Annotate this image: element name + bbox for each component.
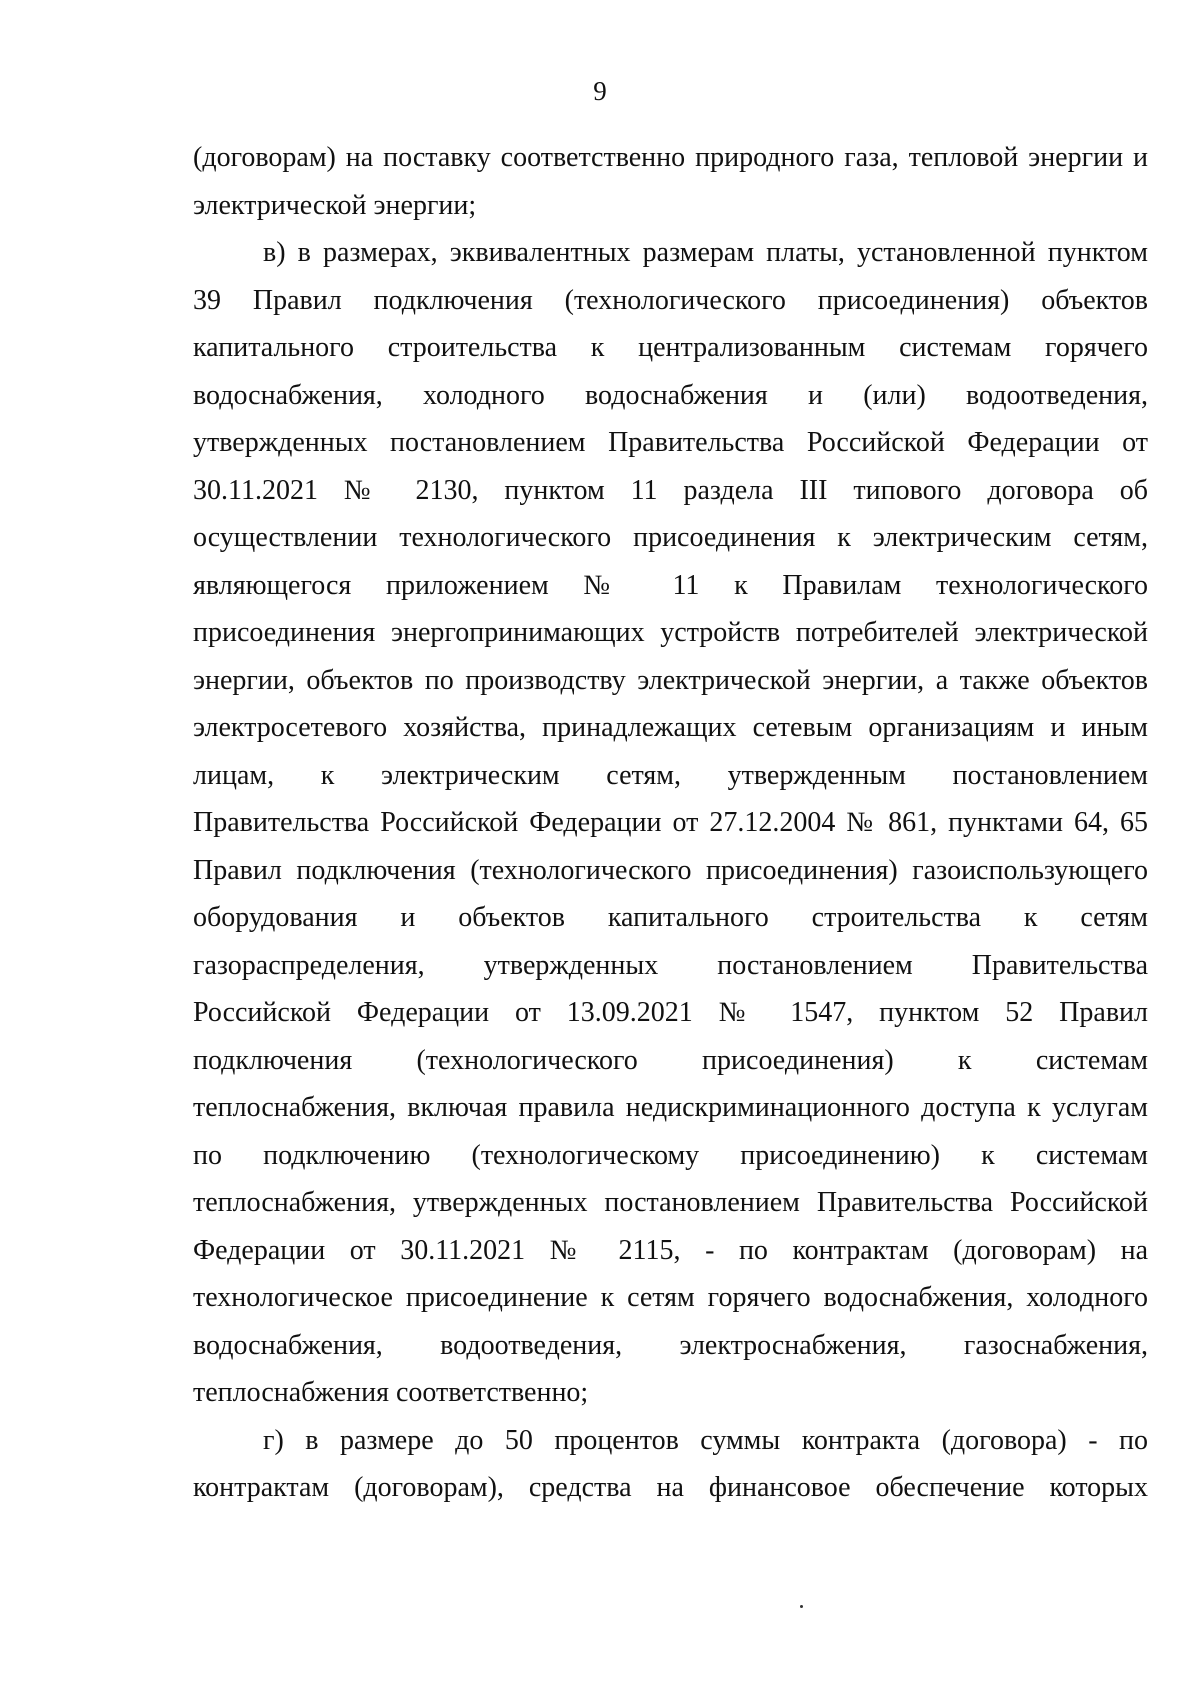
text-line: 39 Правил подключения (технологического присоединения) объектов: [193, 284, 1148, 316]
text-line: водоснабжения, холодного водоснабжения и (или) водоотведения,: [193, 379, 1148, 411]
text-line: Российской Федерации от 13.09.2021 № 1547, пунктом 52 Правил: [193, 997, 1148, 1028]
paragraph-item-v: [193, 229, 1148, 1417]
text-line: Федерации от 30.11.2021 № 2115, - по контрактам (договорам) на: [193, 1234, 1148, 1266]
page-number: 9: [593, 76, 607, 106]
paragraph-continuation: [193, 134, 1148, 229]
text-line: оборудования и объектов капитального строительства к сетям: [193, 902, 1148, 933]
text-line: газораспределения, утвержденных постановлением Правительства: [193, 949, 1148, 981]
document-body: [193, 134, 1148, 1512]
text-line: в) в размерах, эквивалентных размерам платы, установленной пунктом: [263, 237, 1148, 268]
text-line: Правил подключения (технологического присоединения) газоиспользующего: [193, 854, 1148, 886]
text-line: водоснабжения, водоотведения, электроснабжения, газоснабжения,: [193, 1329, 1148, 1361]
text-line: технологическое присоединение к сетям горячего водоснабжения, холодного: [193, 1282, 1148, 1313]
text-line: лицам, к электрическим сетям, утвержденным постановлением: [193, 759, 1148, 791]
scan-speck: [800, 1605, 803, 1608]
text-line: энергии, объектов по производству электрической энергии, а также объектов: [193, 664, 1148, 696]
text-line: контрактам (договорам), средства на финансовое обеспечение которых: [193, 1472, 1148, 1503]
text-line: г) в размере до 50 процентов суммы контракта (договора) - по: [263, 1424, 1148, 1456]
text-line: электрической энергии;: [193, 189, 477, 221]
text-line: электросетевого хозяйства, принадлежащих сетевым организациям и иным: [193, 712, 1148, 743]
text-line: утвержденных постановлением Правительства Российской Федерации от: [193, 427, 1148, 458]
text-line: теплоснабжения соответственно;: [193, 1377, 589, 1408]
text-line: теплоснабжения, включая правила недискриминационного доступа к услугам: [193, 1092, 1148, 1123]
text-line: капитального строительства к централизованным системам горячего: [193, 332, 1148, 363]
text-line: подключения (технологического присоединения) к системам: [193, 1044, 1148, 1076]
text-line: теплоснабжения, утвержденных постановлением Правительства Российской: [193, 1187, 1148, 1218]
text-line: (договорам) на поставку соответственно природного газа, тепловой энергии и: [193, 142, 1148, 173]
text-line: Правительства Российской Федерации от 27.12.2004 № 861, пунктами 64, 65: [193, 807, 1148, 838]
paragraph-item-g: [193, 1417, 1148, 1512]
text-line: 30.11.2021 № 2130, пунктом 11 раздела III типового договора об: [193, 474, 1148, 506]
text-line: присоединения энергопринимающих устройств потребителей электрической: [193, 617, 1148, 648]
text-line: являющегося приложением № 11 к Правилам технологического: [193, 569, 1148, 601]
text-line: осуществлении технологического присоединения к электрическим сетям,: [193, 522, 1148, 553]
text-line: по подключению (технологическому присоединению) к системам: [193, 1139, 1148, 1171]
